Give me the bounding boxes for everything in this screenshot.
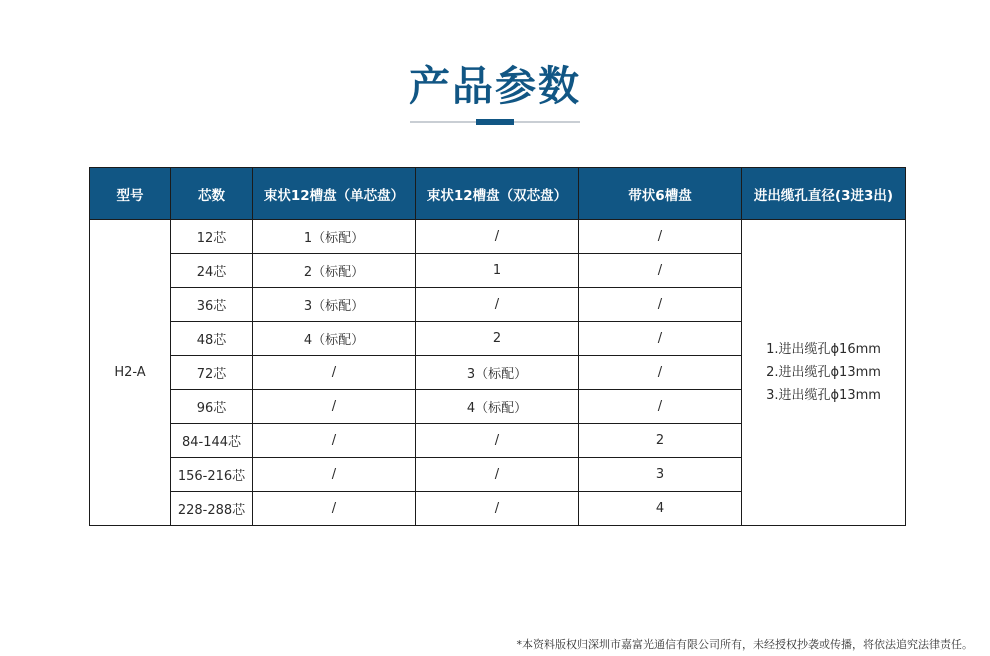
title-accent-bar xyxy=(476,119,514,125)
ribbon-cell: / xyxy=(579,220,742,254)
cores-cell: 48芯 xyxy=(171,322,253,356)
table-row xyxy=(90,220,906,254)
bundle-single-cell: 4（标配） xyxy=(253,322,416,356)
bundle-double-cell: / xyxy=(416,220,579,254)
bundle-single-cell: / xyxy=(253,390,416,424)
bundle-double-cell: / xyxy=(416,424,579,458)
header-ribbon: 带状6槽盘 xyxy=(579,168,742,220)
bundle-double-cell: 3（标配） xyxy=(416,356,579,390)
cable-hole-item: 2.进出缆孔ϕ13mm xyxy=(766,365,881,380)
bundle-double-cell: 2 xyxy=(416,322,579,356)
cores-cell: 12芯 xyxy=(171,220,253,254)
bundle-single-cell: / xyxy=(253,424,416,458)
bundle-single-cell: 2（标配） xyxy=(253,254,416,288)
bundle-single-cell: / xyxy=(253,458,416,492)
bundle-double-cell: 1 xyxy=(416,254,579,288)
ribbon-cell: 3 xyxy=(579,458,742,492)
header-bundle-double: 束状12槽盘（双芯盘） xyxy=(416,168,579,220)
cores-cell: 228-288芯 xyxy=(171,492,253,526)
parameter-table xyxy=(89,167,906,526)
cable-hole-cell xyxy=(742,220,906,526)
header-model: 型号 xyxy=(90,168,171,220)
header-cable-hole: 进出缆孔直径(3进3出) xyxy=(742,168,906,220)
copyright-notice: *本资料版权归深圳市嘉富光通信有限公司所有，未经授权抄袭或传播，将依法追究法律责任。 xyxy=(516,638,973,651)
bundle-double-cell: / xyxy=(416,458,579,492)
bundle-single-cell: 1（标配） xyxy=(253,220,416,254)
ribbon-cell: / xyxy=(579,288,742,322)
page-title: 产品参数 xyxy=(409,62,581,110)
ribbon-cell: / xyxy=(579,390,742,424)
ribbon-cell: 4 xyxy=(579,492,742,526)
table-header xyxy=(90,168,906,220)
cores-cell: 72芯 xyxy=(171,356,253,390)
cable-hole-list xyxy=(766,338,881,407)
cable-hole-item: 3.进出缆孔ϕ13mm xyxy=(766,388,881,403)
ribbon-cell: / xyxy=(579,322,742,356)
header-row xyxy=(90,168,906,220)
cores-cell: 84-144芯 xyxy=(171,424,253,458)
cores-cell: 96芯 xyxy=(171,390,253,424)
bundle-single-cell: / xyxy=(253,356,416,390)
cores-cell: 24芯 xyxy=(171,254,253,288)
header-bundle-single: 束状12槽盘（单芯盘） xyxy=(253,168,416,220)
table-body xyxy=(90,220,906,526)
bundle-single-cell: / xyxy=(253,492,416,526)
bundle-single-cell: 3（标配） xyxy=(253,288,416,322)
header-cores: 芯数 xyxy=(171,168,253,220)
cable-hole-item: 1.进出缆孔ϕ16mm xyxy=(766,342,881,357)
cores-cell: 36芯 xyxy=(171,288,253,322)
ribbon-cell: 2 xyxy=(579,424,742,458)
bundle-double-cell: / xyxy=(416,492,579,526)
bundle-double-cell: 4（标配） xyxy=(416,390,579,424)
model-cell: H2-A xyxy=(90,220,171,526)
cores-cell: 156-216芯 xyxy=(171,458,253,492)
bundle-double-cell: / xyxy=(416,288,579,322)
ribbon-cell: / xyxy=(579,356,742,390)
ribbon-cell: / xyxy=(579,254,742,288)
